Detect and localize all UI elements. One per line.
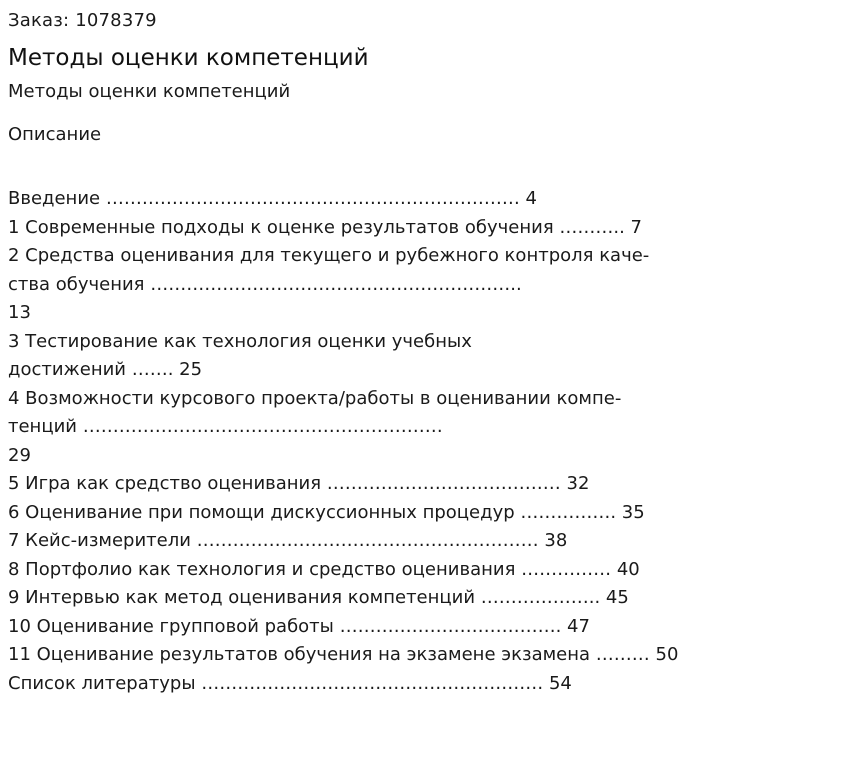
toc-line: 1 Современные подходы к оценке результатов обучения ……….. 7: [8, 216, 642, 238]
table-of-contents: [8, 185, 839, 698]
toc-line: 5 Игра как средство оценивания ………………………………… 32: [8, 473, 590, 494]
toc-line: 6 Оценивание при помощи дискуссионных процедур ……………. 35: [8, 501, 645, 523]
toc-line: 10 Оценивание групповой работы ………………………………. 47: [8, 615, 590, 637]
toc-line: достижений ……. 25: [8, 359, 203, 380]
page-subtitle: Методы оценки компетенций: [8, 81, 291, 102]
toc-line: 8 Портфолио как технология и средство оценивания …………… 40: [8, 558, 640, 580]
toc-line: 29: [8, 444, 31, 466]
toc-line: 9 Интервью как метод оценивания компетенций ……………….. 45: [8, 587, 629, 608]
description-heading: Описание: [8, 124, 102, 145]
toc-line: 7 Кейс-измерители ………………………………………………… 38: [8, 530, 568, 551]
toc-line: тенций ……………………………………………………: [8, 416, 443, 437]
toc-line: ства обучения ……………………………………………………..: [8, 273, 522, 295]
toc-line: 13: [8, 302, 31, 323]
toc-line: 3 Тестирование как технология оценки учебных: [8, 330, 472, 352]
toc-line: 11 Оценивание результатов обучения на экзамене экзамена ……… 50: [8, 644, 679, 665]
toc-line: Список литературы ………………………………………………… 54: [8, 672, 572, 694]
toc-line: 2 Средства оценивания для текущего и рубежного контроля каче-: [8, 245, 650, 266]
page-title: Методы оценки компетенций: [8, 45, 369, 71]
toc-line: 4 Возможности курсового проекта/работы в оценивании компе-: [8, 387, 622, 409]
toc-line: Введение …………………………………………………………… 4: [8, 188, 537, 209]
order-number: Заказ: 1078379: [8, 10, 157, 31]
